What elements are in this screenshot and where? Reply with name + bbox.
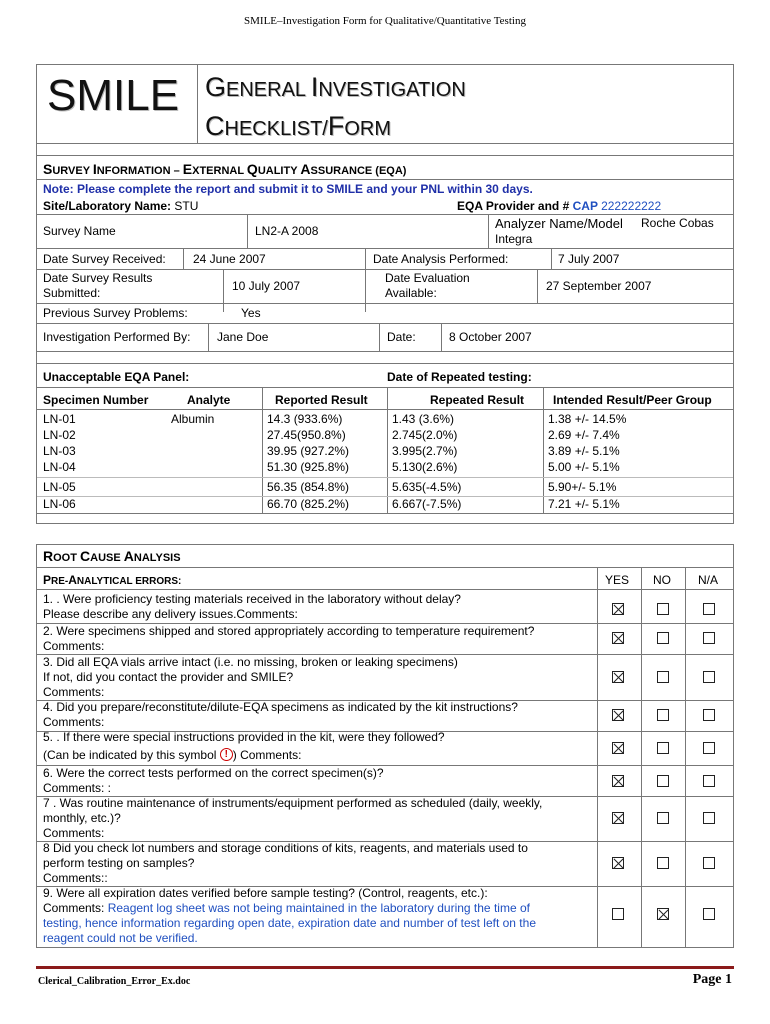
na-column-header: N/A — [698, 573, 719, 587]
investigator-label: Investigation Performed By: — [43, 330, 191, 344]
repeated-testing-date-label: Date of Repeated testing: — [387, 370, 532, 384]
date-received-label: Date Survey Received: — [43, 252, 166, 266]
question-text-2: If not, did you contact the provider and SMILE? — [43, 670, 294, 684]
survey-section-heading: SURVEY INFORMATION – EXTERNAL QUALITY ASSURANCE (EQA) — [43, 161, 407, 177]
reported-cell: 39.95 (927.2%) — [267, 444, 350, 458]
survey-name-value: LN2-A 2008 — [255, 224, 319, 238]
q2-na-checkbox[interactable] — [703, 632, 715, 644]
intended-cell: 1.38 +/- 14.5% — [548, 412, 627, 426]
previous-problems-value: Yes — [241, 306, 261, 320]
intended-cell: 3.89 +/- 5.1% — [548, 444, 620, 458]
repeated-cell: 2.745(2.0%) — [392, 428, 458, 442]
q9-yes-checkbox[interactable] — [612, 908, 624, 920]
question-text: 2. Were specimens shipped and stored appropriately according to temperature requirement? — [43, 624, 535, 638]
q2-yes-checkbox[interactable] — [612, 632, 624, 644]
question-comment: Please describe any delivery issues.Comments: — [43, 607, 298, 621]
q6-yes-checkbox[interactable] — [612, 775, 624, 787]
q7-yes-checkbox[interactable] — [612, 812, 624, 824]
specimen-cell: LN-02 — [43, 428, 76, 442]
reported-cell: 66.70 (825.2%) — [267, 497, 350, 511]
repeated-cell: 6.667(-7.5%) — [392, 497, 462, 511]
reported-cell: 27.45(950.8%) — [267, 428, 346, 442]
question-comment: Comments: — [43, 639, 105, 653]
survey-name-label: Survey Name — [43, 224, 116, 238]
question-text: 1. . Were proficiency testing materials received in the laboratory without delay? — [43, 592, 461, 606]
col-repeated-result: Repeated Result — [430, 393, 525, 407]
q1-no-checkbox[interactable] — [657, 603, 669, 615]
caution-icon: ! — [220, 748, 233, 761]
col-reported-result: Reported Result — [275, 393, 368, 407]
q3-yes-checkbox[interactable] — [612, 671, 624, 683]
question-comment: Comments: — [43, 826, 105, 840]
q4-no-checkbox[interactable] — [657, 709, 669, 721]
unacceptable-panel-label: Unacceptable EQA Panel: — [43, 370, 190, 384]
q9-na-checkbox[interactable] — [703, 908, 715, 920]
q8-yes-checkbox[interactable] — [612, 857, 624, 869]
question-comment-3: reagent could not be verified. — [43, 931, 198, 945]
date-results-value: 10 July 2007 — [232, 279, 301, 293]
repeated-cell: 1.43 (3.6%) — [392, 412, 455, 426]
q3-no-checkbox[interactable] — [657, 671, 669, 683]
specimen-cell: LN-06 — [43, 497, 76, 511]
investigator-value: Jane Doe — [217, 330, 269, 344]
repeated-cell: 5.130(2.6%) — [392, 460, 458, 474]
question-comment: Comments: — [43, 685, 105, 699]
q8-no-checkbox[interactable] — [657, 857, 669, 869]
footer-divider — [36, 966, 734, 969]
document-header-title: SMILE–Investigation Form for Qualitative/Quantitative Testing — [244, 15, 526, 27]
question-text: 4. Did you prepare/reconstitute/dilute-EQA specimens as indicated by the kit instructions? — [43, 700, 518, 714]
repeated-cell: 3.995(2.7%) — [392, 444, 458, 458]
question-text: 8 Did you check lot numbers and storage conditions of kits, reagents, and materials used to — [43, 841, 528, 855]
investigation-form-frame — [36, 64, 734, 524]
question-text: 6. Were the correct tests performed on the correct specimen(s)? — [43, 766, 384, 780]
q1-na-checkbox[interactable] — [703, 603, 715, 615]
root-cause-heading: ROOT CAUSE ANALYSIS — [43, 548, 181, 564]
q6-na-checkbox[interactable] — [703, 775, 715, 787]
footer-filename: Clerical_Calibration_Error_Ex.doc — [38, 976, 191, 987]
question-comment: Comments:: — [43, 871, 108, 885]
previous-problems-label: Previous Survey Problems: — [43, 306, 188, 320]
col-analyte: Analyte — [187, 393, 231, 407]
question-text: 9. Were all expiration dates verified before sample testing? (Control, reagents, etc.): — [43, 886, 488, 900]
intended-cell: 5.90+/- 5.1% — [548, 480, 617, 494]
col-intended-result: Intended Result/Peer Group — [553, 393, 712, 407]
question-comment: Comments: : — [43, 781, 112, 795]
reported-cell: 14.3 (933.6%) — [267, 412, 343, 426]
intended-cell: 5.00 +/- 5.1% — [548, 460, 620, 474]
question-text-2: perform testing on samples? — [43, 856, 195, 870]
q8-na-checkbox[interactable] — [703, 857, 715, 869]
question-text-2: monthly, etc.)? — [43, 811, 121, 825]
q5-na-checkbox[interactable] — [703, 742, 715, 754]
q5-no-checkbox[interactable] — [657, 742, 669, 754]
analyzer-label: Analyzer Name/Model — [495, 216, 623, 231]
eqa-provider: EQA Provider and # CAP 222222222 — [457, 199, 662, 213]
question-text: 5. . If there were special instructions provided in the kit, were they followed? — [43, 730, 445, 744]
q2-no-checkbox[interactable] — [657, 632, 669, 644]
q5-yes-checkbox[interactable] — [612, 742, 624, 754]
date-evaluation-label: Date Evaluation Available: — [385, 271, 470, 300]
q6-no-checkbox[interactable] — [657, 775, 669, 787]
no-column-header: NO — [653, 573, 671, 587]
q3-na-checkbox[interactable] — [703, 671, 715, 683]
specimen-cell: LN-01 — [43, 412, 76, 426]
yes-column-header: YES — [605, 573, 630, 587]
q9-no-checkbox[interactable] — [657, 908, 669, 920]
reported-cell: 51.30 (925.8%) — [267, 460, 350, 474]
intended-cell: 2.69 +/- 7.4% — [548, 428, 620, 442]
intended-cell: 7.21 +/- 5.1% — [548, 497, 620, 511]
analyte-cell: Albumin — [171, 412, 215, 426]
specimen-cell: LN-05 — [43, 480, 76, 494]
q4-na-checkbox[interactable] — [703, 709, 715, 721]
repeated-cell: 5.635(-4.5%) — [392, 480, 462, 494]
root-cause-frame — [36, 544, 734, 948]
q7-na-checkbox[interactable] — [703, 812, 715, 824]
question-comment-2: testing, hence information regarding open date, expiration date and number of test left on the — [43, 916, 536, 930]
date-analysis-value: 7 July 2007 — [558, 252, 620, 266]
question-text: 3. Did all EQA vials arrive intact (i.e. no missing, broken or leaking specimens) — [43, 655, 458, 669]
pre-analytical-heading: PRE-ANALYTICAL ERRORS: — [43, 573, 182, 587]
analyzer-value-2: Integra — [495, 232, 533, 246]
date-received-value: 24 June 2007 — [193, 252, 266, 266]
footer-page-number: Page 1 — [692, 972, 732, 987]
submission-note: Note: Please complete the report and submit it to SMILE and your PNL within 30 days. — [43, 182, 533, 196]
form-title: GENERAL INVESTIGATION CHECKLIST/FORM — [205, 72, 466, 141]
q1-yes-checkbox[interactable] — [612, 603, 624, 615]
site-laboratory-name: Site/Laboratory Name: STU — [43, 199, 199, 213]
specimen-cell: LN-03 — [43, 444, 76, 458]
date-analysis-label: Date Analysis Performed: — [373, 252, 509, 266]
date-evaluation-value: 27 September 2007 — [546, 279, 652, 293]
investigation-date-value: 8 October 2007 — [449, 330, 532, 344]
q4-yes-checkbox[interactable] — [612, 709, 624, 721]
question-comment: Comments: — [43, 715, 105, 729]
analyzer-value-1: Roche Cobas — [641, 216, 714, 230]
col-specimen-number: Specimen Number — [43, 393, 149, 407]
specimen-cell: LN-04 — [43, 460, 76, 474]
smile-logo-text: SMILE — [47, 71, 180, 120]
reported-cell: 56.35 (854.8%) — [267, 480, 350, 494]
q7-no-checkbox[interactable] — [657, 812, 669, 824]
question-text: 7 . Was routine maintenance of instruments/equipment performed as scheduled (daily, weekly, — [43, 796, 543, 810]
investigation-date-label: Date: — [387, 330, 416, 344]
date-results-label: Date Survey Results Submitted: — [43, 271, 153, 300]
question-comment: Comments: Reagent log sheet was not being maintained in the laboratory during the time of — [43, 901, 530, 915]
question-comment: (Can be indicated by this symbol ! ) Comments: — [43, 748, 302, 762]
